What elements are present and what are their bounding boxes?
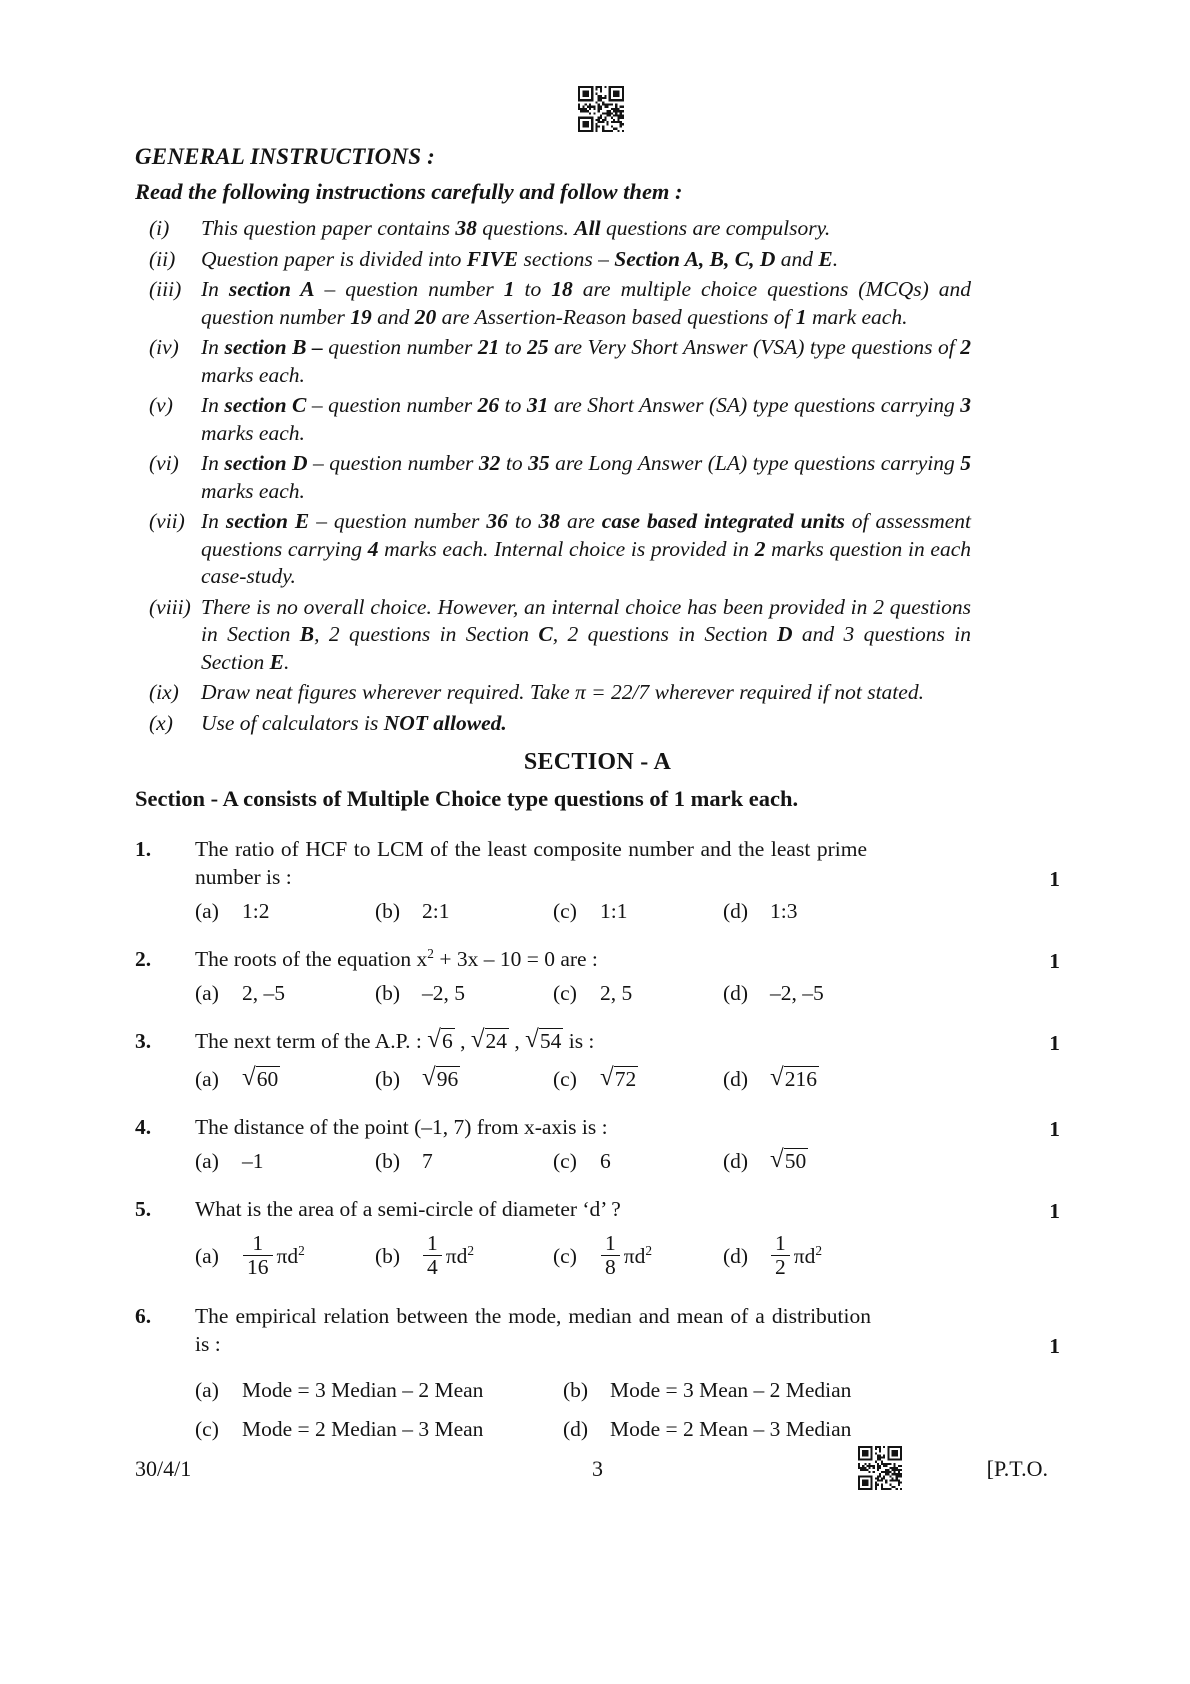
question-marks: 1: [1049, 949, 1060, 973]
option-value: 2:1: [422, 899, 450, 923]
option-label: (a): [195, 899, 219, 923]
instruction-number: (v): [149, 393, 173, 417]
option-value: 6: [600, 1149, 611, 1173]
fraction: $\frac{1}{8}$: [601, 1232, 620, 1279]
option: [375, 897, 553, 925]
instruction-item: [135, 392, 1060, 447]
instruction-number: (ii): [149, 246, 176, 271]
option: [563, 1376, 895, 1404]
option-label: (b): [375, 981, 401, 1005]
option-label: (b): [375, 1067, 401, 1091]
question-options: [195, 1065, 895, 1093]
instruction-item: [135, 450, 1060, 505]
question-options: [195, 979, 895, 1007]
instruction-item: [135, 246, 1060, 274]
option-value: 7: [422, 1149, 433, 1173]
question-marks: 1: [1049, 1031, 1060, 1055]
option: [195, 1231, 375, 1282]
option-value: Mode = 2 Median – 3 Mean: [242, 1416, 484, 1441]
option-value: –2, 5: [422, 981, 465, 1005]
question-body: [195, 1302, 895, 1443]
question-options: [195, 1147, 895, 1175]
question-body: [195, 945, 895, 1007]
instruction-text: In section A – question number 1 to 18 are multiple choice questions (MCQs) and question number 19 and 20 are Assertion-Reason based questions of 1 mark each.: [201, 277, 971, 329]
option-value: $\frac{1}{2}$ $\pi d^2$: [770, 1235, 822, 1282]
page-number: 3: [592, 1456, 603, 1481]
option-label: (c): [553, 1067, 577, 1091]
question-text: The ratio of HCF to LCM of the least composite number and the least prime number is :: [195, 837, 867, 889]
option: [195, 1415, 563, 1443]
question: [135, 835, 1060, 925]
option-value: [770, 1147, 808, 1175]
question: [135, 945, 1060, 1007]
option-label: (b): [375, 1244, 401, 1269]
instruction-item: [135, 276, 1060, 331]
instruction-text: In section D – question number 32 to 35 are Long Answer (LA) type questions carrying 5 marks each.: [201, 451, 972, 503]
option-value: 2, 5: [600, 981, 633, 1005]
sqrt-expression: √6: [427, 1026, 453, 1053]
question-number: 1.: [135, 837, 152, 861]
sqrt-expression: √216: [770, 1064, 817, 1091]
option-label: (a): [195, 1067, 219, 1091]
instruction-text: In section C – question number 26 to 31 are Short Answer (SA) type questions carrying 3 marks each.: [201, 393, 971, 445]
question-number: 3.: [135, 1029, 152, 1053]
instruction-item: [135, 215, 1060, 243]
instruction-item: [135, 710, 1060, 738]
instruction-text: Use of calculators is NOT allowed.: [201, 710, 507, 735]
question-body: [195, 1113, 895, 1175]
option-label: (d): [563, 1416, 589, 1441]
instruction-number: (x): [149, 710, 173, 735]
option: [553, 897, 723, 925]
option-label: (c): [553, 1149, 577, 1173]
instruction-text: In section E – question number 36 to 38 are case based integrated units of assessment questions carrying 4 marks each. Internal choice is provided in 2 marks question in each case-study.: [201, 509, 972, 588]
option-label: (c): [195, 1416, 219, 1441]
sqrt-expression: √72: [600, 1064, 637, 1091]
option-label: (d): [723, 1067, 749, 1091]
question-body: [195, 835, 895, 925]
option-value: Mode = 3 Mean – 2 Median: [610, 1377, 852, 1402]
option-label: (c): [553, 981, 577, 1005]
option: [563, 1415, 895, 1443]
qr-code-icon: [578, 86, 624, 132]
option-label: (c): [553, 899, 577, 923]
page-content: [135, 142, 1060, 1443]
question-text: The roots of the equation $x^2 + 3x - 10 = 0$ are :: [195, 945, 598, 971]
option: [195, 1065, 375, 1093]
option-value: Mode = 3 Median – 2 Mean: [242, 1377, 484, 1402]
instruction-number: (iii): [149, 277, 182, 301]
option: [723, 979, 895, 1007]
option-value: 1:1: [600, 899, 628, 923]
option-value: 1:3: [770, 899, 798, 923]
instruction-item: [135, 594, 1060, 677]
instruction-text: In section B – question number 21 to 25 are Very Short Answer (VSA) type questions of 2 marks each.: [201, 335, 972, 387]
question-marks: 1: [1049, 867, 1060, 891]
section-a-description: Section - A consists of Multiple Choice type questions of 1 mark each.: [135, 786, 799, 811]
pto-label: [P.T.O.: [986, 1456, 1048, 1481]
questions-list: [135, 835, 1060, 1443]
instruction-text: Draw neat figures wherever required. Take π = 22/7 wherever required if not stated.: [201, 680, 924, 704]
option-label: (d): [723, 1149, 749, 1173]
option: [553, 1147, 723, 1175]
question-options: [195, 1376, 895, 1443]
option-label: (b): [375, 899, 401, 923]
option: [195, 979, 375, 1007]
question: [135, 1113, 1060, 1175]
option: [375, 979, 553, 1007]
question-number: 4.: [135, 1115, 152, 1139]
option-label: (a): [195, 1149, 219, 1173]
option-label: (b): [375, 1149, 401, 1173]
question-text: The next term of the A.P. : √6 , √24 , √54 is :: [195, 1026, 595, 1053]
option-label: (a): [195, 981, 219, 1005]
question-options: [195, 1231, 895, 1282]
question-text: The distance of the point (–1, 7) from x-axis is :: [195, 1115, 608, 1139]
sqrt-expression: √96: [422, 1064, 459, 1091]
option-label: (d): [723, 1244, 749, 1269]
option-value: $\frac{1}{4}$ $\pi d^2$: [422, 1235, 474, 1282]
option: [553, 1231, 723, 1282]
general-instructions-title: GENERAL INSTRUCTIONS :: [135, 144, 436, 169]
fraction: $\frac{1}{16}$: [243, 1232, 273, 1279]
option-label: (d): [723, 981, 749, 1005]
instruction-item: [135, 508, 1060, 591]
instruction-item: [135, 679, 1060, 707]
option: [195, 1376, 563, 1404]
option-value: [600, 1065, 638, 1093]
general-instructions-subtitle: Read the following instructions carefully and follow them :: [135, 179, 683, 204]
paper-code: 30/4/1: [135, 1456, 192, 1481]
question: [135, 1027, 1060, 1093]
option: [375, 1147, 553, 1175]
option: [723, 1147, 895, 1175]
question-body: [195, 1195, 895, 1282]
question-marks: 1: [1049, 1333, 1060, 1358]
option-label: (b): [563, 1377, 589, 1402]
fraction: $\frac{1}{4}$: [423, 1232, 442, 1279]
question-text: What is the area of a semi-circle of diameter ‘d’ ?: [195, 1197, 621, 1221]
section-a-heading: SECTION - A: [523, 749, 672, 775]
question: [135, 1302, 1060, 1443]
instruction-number: (viii): [149, 594, 191, 619]
option: [723, 1231, 895, 1282]
question: [135, 1195, 1060, 1282]
sqrt-expression: √54: [525, 1026, 562, 1053]
option: [195, 897, 375, 925]
instruction-number: (vi): [149, 451, 179, 475]
page-footer: [135, 1448, 1060, 1508]
instruction-text: Question paper is divided into FIVE sections – Section A, B, C, D and E.: [201, 246, 839, 271]
sqrt-expression: √50: [770, 1146, 807, 1173]
question-marks: 1: [1049, 1199, 1060, 1223]
fraction: $\frac{1}{2}$: [771, 1232, 790, 1279]
option-value: 1:2: [242, 899, 270, 923]
option: [553, 1065, 723, 1093]
option-label: (c): [553, 1244, 577, 1269]
option: [375, 1065, 553, 1093]
option-value: 2, –5: [242, 981, 285, 1005]
instruction-number: (i): [149, 216, 170, 240]
option-label: (a): [195, 1377, 219, 1402]
option: [553, 979, 723, 1007]
option-value: Mode = 2 Mean – 3 Median: [610, 1416, 852, 1441]
option: [375, 1231, 553, 1282]
option-value: [242, 1065, 280, 1093]
instruction-number: (ix): [149, 680, 179, 704]
question-body: [195, 1027, 895, 1093]
option: [723, 897, 895, 925]
question-number: 5.: [135, 1197, 152, 1221]
instructions-list: [135, 215, 1060, 737]
question-marks: 1: [1049, 1117, 1060, 1141]
instruction-text: There is no overall choice. However, an internal choice has been provided in 2 questions in Section B, 2 questions in Section C, 2 questions in Section D and 3 questions in Section E.: [201, 594, 972, 674]
option-label: (d): [723, 899, 749, 923]
qr-code-icon: [858, 1446, 902, 1490]
sqrt-expression: √24: [470, 1026, 508, 1053]
option-value: [422, 1065, 460, 1093]
option: [723, 1065, 895, 1093]
sqrt-expression: √60: [242, 1064, 279, 1091]
instruction-number: (vii): [149, 509, 185, 533]
question-options: [195, 897, 895, 925]
instruction-number: (iv): [149, 335, 179, 359]
instruction-item: [135, 334, 1060, 389]
option-label: (a): [195, 1244, 219, 1269]
option-value: $\frac{1}{8}$ $\pi d^2$: [600, 1235, 652, 1282]
option-value: –2, –5: [770, 981, 824, 1005]
option-value: $\frac{1}{16}$ $\pi d^2$: [242, 1235, 305, 1282]
question-text: The empirical relation between the mode, median and mean of a distribution is :: [195, 1303, 871, 1356]
option-value: –1: [242, 1149, 264, 1173]
question-number: 2.: [135, 947, 152, 971]
option: [195, 1147, 375, 1175]
question-number: 6.: [135, 1303, 152, 1328]
option-value: [770, 1065, 819, 1093]
instruction-text: This question paper contains 38 questions. All questions are compulsory.: [201, 216, 831, 240]
